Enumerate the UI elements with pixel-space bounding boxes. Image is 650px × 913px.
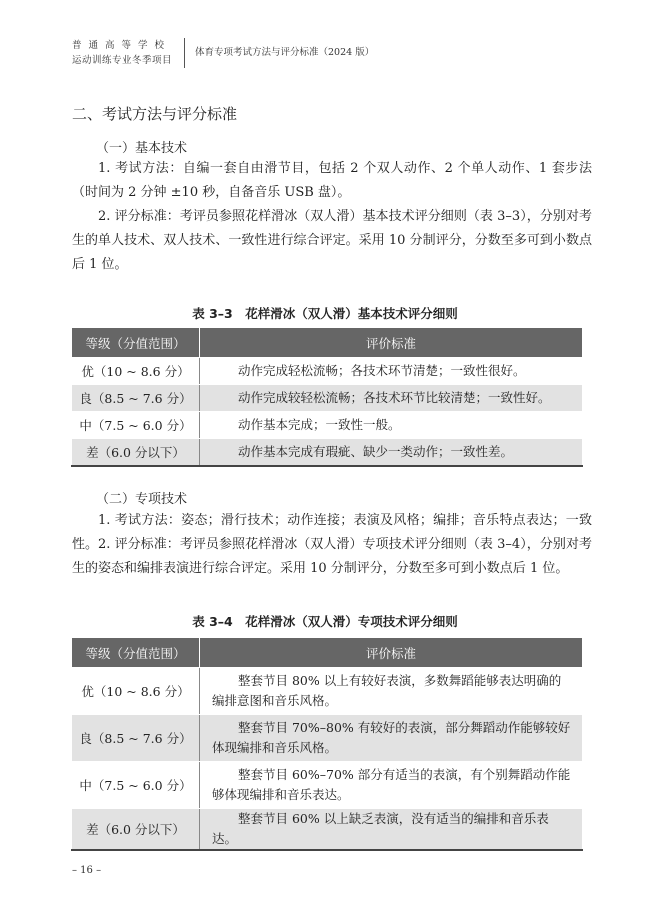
header-left-line2: 运动训练专业冬季项目 (72, 55, 173, 66)
level-cell: 差（6.0 分以下） (72, 809, 200, 851)
header-left (72, 38, 172, 68)
table-row (72, 358, 583, 385)
page-number: – 16 – (72, 865, 102, 876)
part2-paragraph-1: 1. 考试方法：姿态；滑行技术；动作连接；表演及风格；编排；音乐特点表达；一致性。 (72, 513, 592, 552)
criteria-cell: 动作完成轻松流畅；各技术环节清楚；一致性很好。 (200, 358, 583, 385)
level-cell: 差（6.0 分以下） (72, 439, 200, 466)
table-row (72, 439, 583, 466)
table-row (72, 809, 583, 851)
header-right: 体育专项考试方法与评分标准（2024 版） (195, 47, 375, 58)
criteria-cell: 动作基本完成；一致性一般。 (200, 412, 583, 439)
header-left-line1: 普通高等学校 (72, 40, 172, 51)
table1-col1-header: 等级（分值范围） (72, 328, 200, 358)
criteria-cell: 动作基本完成有瑕疵、缺少一类动作；一致性差。 (200, 439, 583, 466)
level-cell: 优（10 ~ 8.6 分） (72, 668, 200, 715)
running-header (72, 38, 374, 68)
table2-col2-header: 评价标准 (200, 638, 583, 668)
part2-heading: （二）专项技术 (96, 492, 188, 507)
table-row (72, 412, 583, 439)
table-row (72, 668, 583, 715)
level-cell: 中（7.5 ~ 6.0 分） (72, 762, 200, 809)
level-cell: 中（7.5 ~ 6.0 分） (72, 412, 200, 439)
table2 (71, 637, 583, 851)
part1-heading: （一）基本技术 (96, 141, 188, 156)
criteria-cell: 整套节目 60% 以上缺乏表演，没有适当的编排和音乐表达。 (200, 809, 583, 851)
part1-paragraph-1: 1. 考试方法：自编一套自由滑节目，包括 2 个双人动作、2 个单人动作、1 套步法（时间为 2 分钟 ±10 秒，自备音乐 USB 盘）。 (72, 161, 592, 200)
part2-paragraph-2: 2. 评分标准：考评员参照花样滑冰（双人滑）专项技术评分细则（表 3–4），分别对考生的姿态和编排表演进行综合评定。采用 10 分制评分，分数至多可到小数点后 1 位。 (72, 537, 592, 576)
table-row (72, 385, 583, 412)
level-cell: 良（8.5 ~ 7.6 分） (72, 715, 200, 762)
part1-paragraph-2: 2. 评分标准：考评员参照花样滑冰（双人滑）基本技术评分细则（表 3–3），分别对考生的单人技术、双人技术、一致性进行综合评定。采用 10 分制评分，分数至多可到小数点后 1 位。 (72, 209, 592, 272)
table2-col1-header: 等级（分值范围） (72, 638, 200, 668)
header-divider (184, 38, 185, 68)
table-row (72, 762, 583, 809)
criteria-cell: 整套节目 80% 以上有较好表演，多数舞蹈能够表达明确的编排意图和音乐风格。 (200, 668, 583, 715)
table2-caption: 表 3–4 花样滑冰（双人滑）专项技术评分细则 (192, 614, 458, 629)
table1-caption: 表 3–3 花样滑冰（双人滑）基本技术评分细则 (192, 306, 458, 321)
criteria-cell: 整套节目 60%–70% 部分有适当的表演，有个别舞蹈动作能够体现编排和音乐表达。 (200, 762, 583, 809)
table1 (71, 327, 583, 467)
criteria-cell: 整套节目 70%–80% 有较好的表演，部分舞蹈动作能够较好体现编排和音乐风格。 (200, 715, 583, 762)
section-title: 二、考试方法与评分标准 (72, 105, 238, 123)
table-row (72, 715, 583, 762)
table1-col2-header: 评价标准 (200, 328, 583, 358)
level-cell: 良（8.5 ~ 7.6 分） (72, 385, 200, 412)
criteria-cell: 动作完成较轻松流畅；各技术环节比较清楚；一致性好。 (200, 385, 583, 412)
level-cell: 优（10 ~ 8.6 分） (72, 358, 200, 385)
